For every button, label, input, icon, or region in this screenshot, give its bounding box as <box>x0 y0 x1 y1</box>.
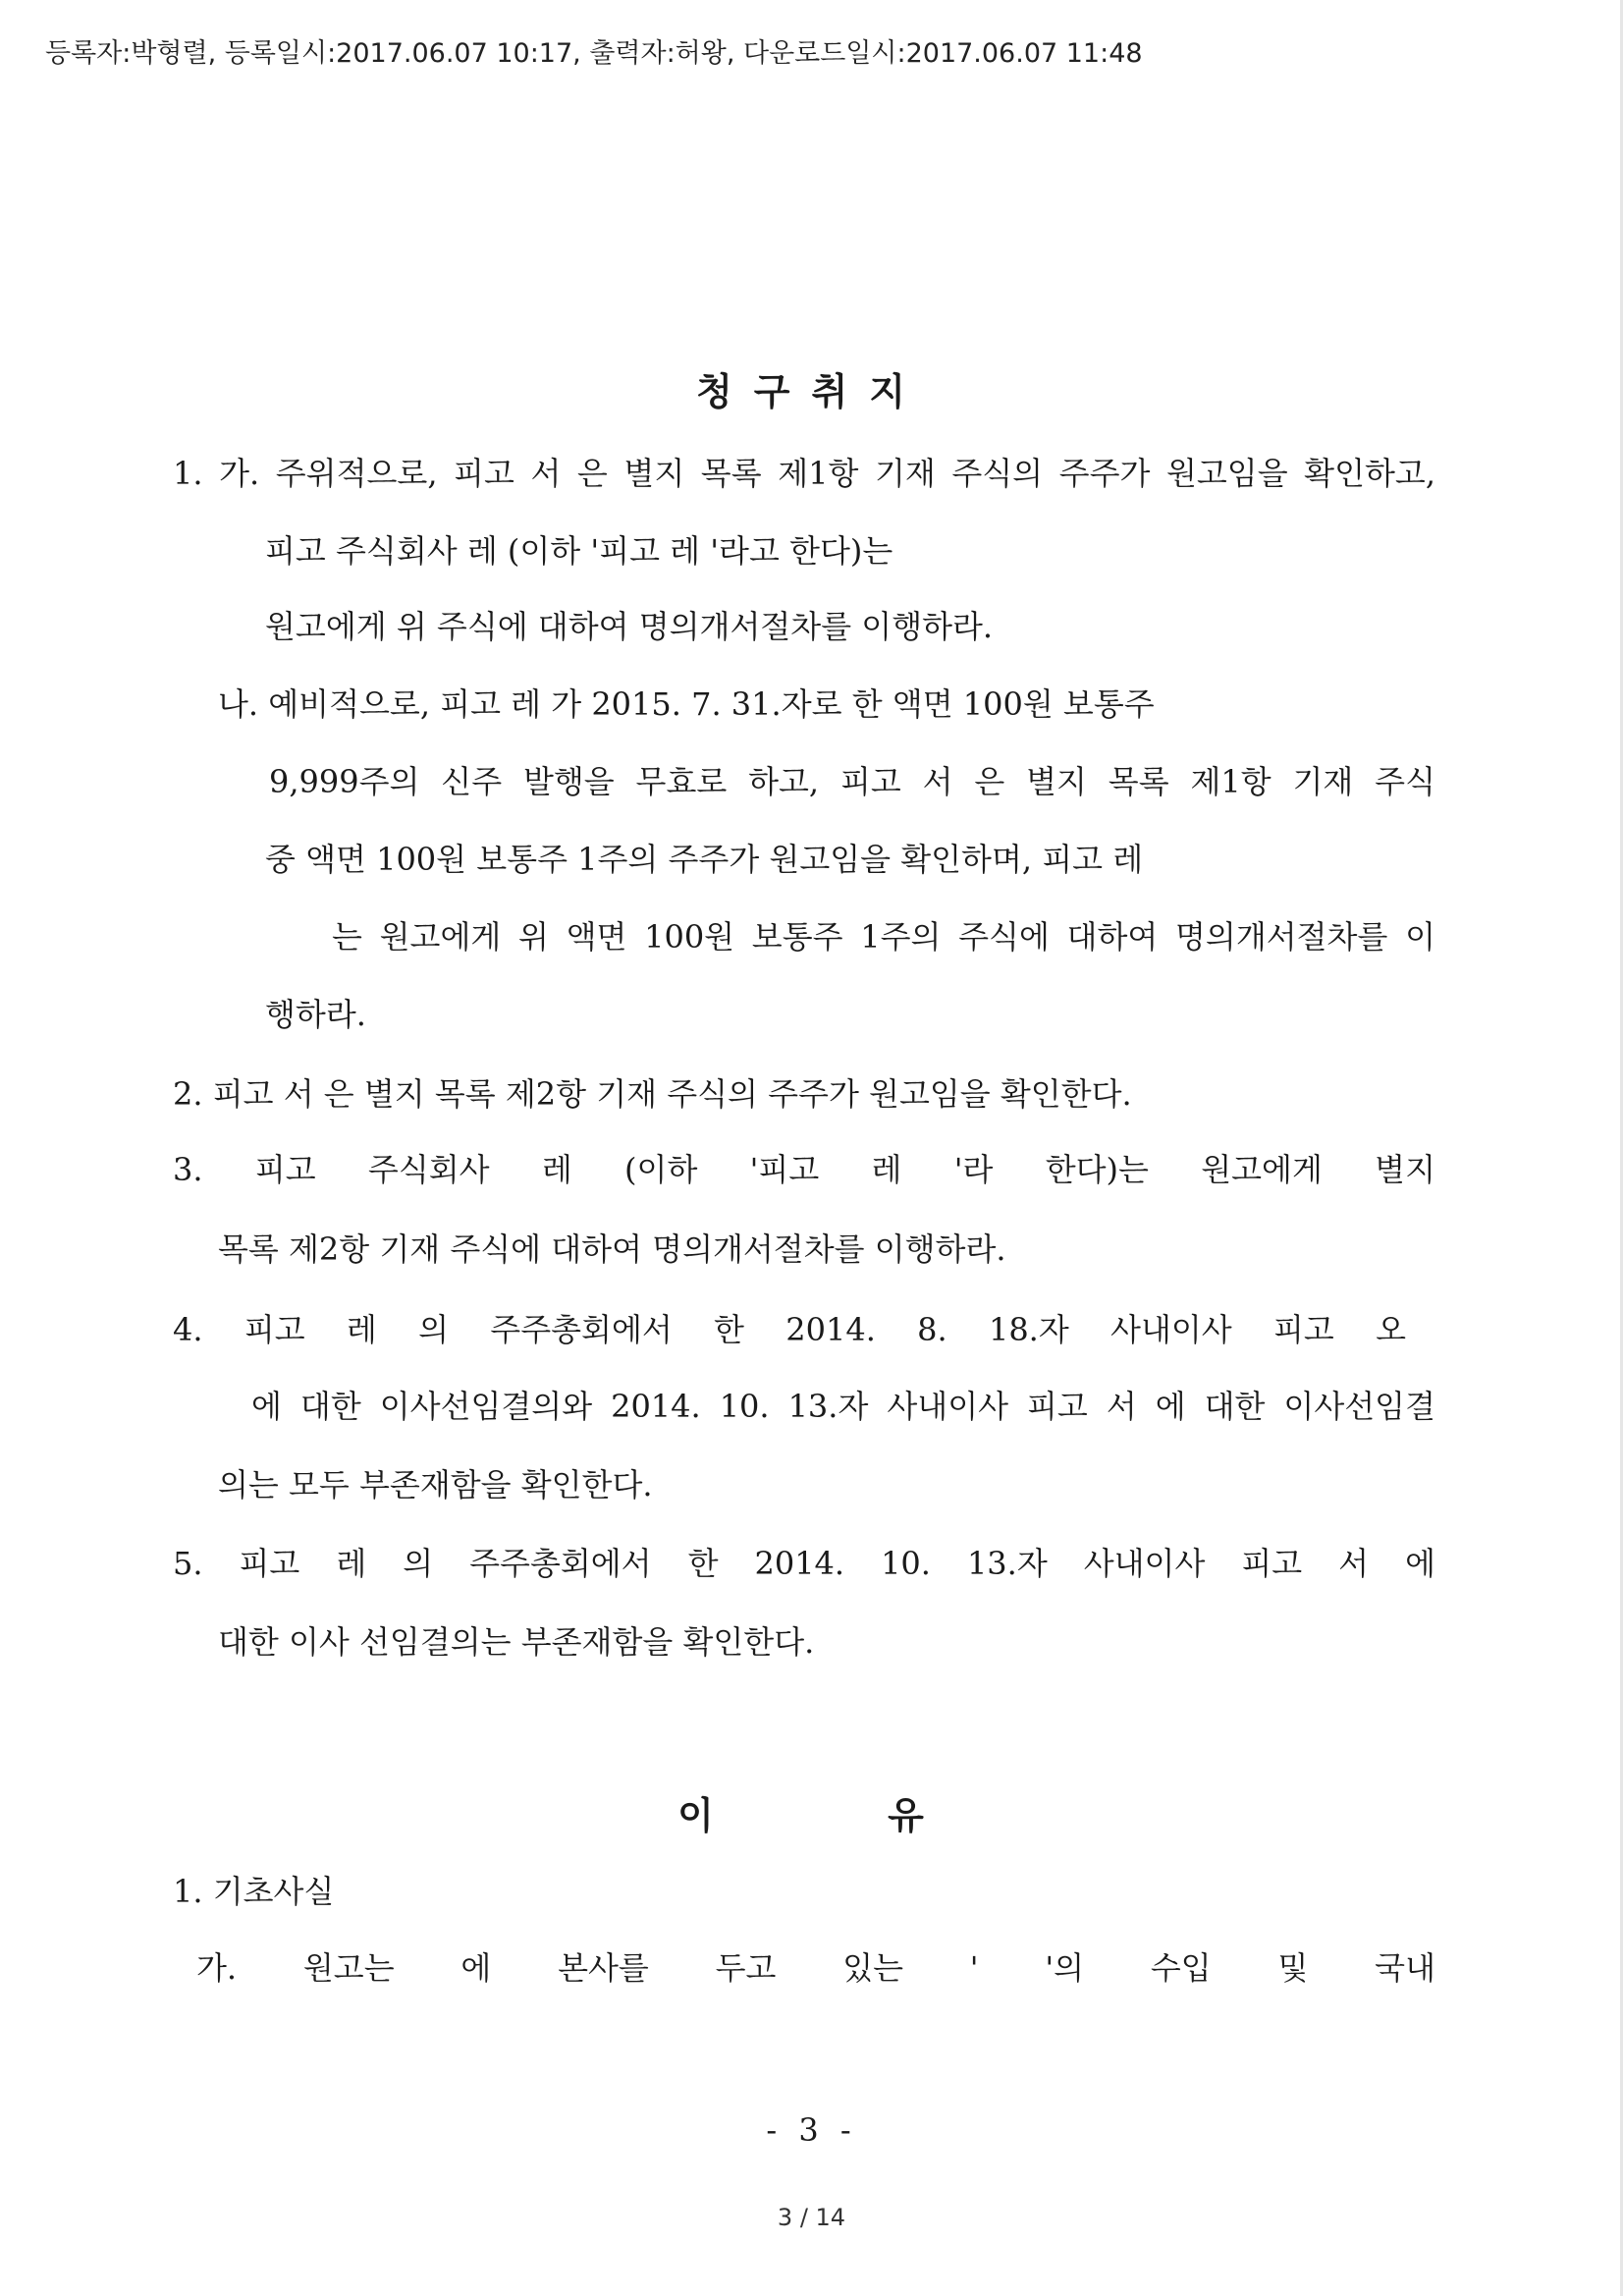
claim-line-4: 나. 예비적으로, 피고 레 가 2015. 7. 31.자로 한 액면 100원 보통주 <box>218 685 1155 723</box>
reason-line-1: 가. 원고는 에 본사를 두고 있는 ' '의 수입 및 국내 <box>196 1949 1435 1987</box>
claim-line-16: 대한 이사 선임결의는 부존재함을 확인한다. <box>218 1623 815 1661</box>
page-count: 3 / 14 <box>777 2204 846 2231</box>
claim-line-14: 의는 모두 부존재함을 확인한다. <box>218 1466 653 1503</box>
reason-heading-1: 1. 기초사실 <box>173 1873 335 1910</box>
claim-line-10: 3. 피고 주식회사 레 (이하 '피고 레 '라 한다)는 원고에게 별지 <box>173 1151 1435 1188</box>
claim-line-13: 에 대한 이사선임결의와 2014. 10. 13.자 사내이사 피고 서 에 대한 이사선임결 <box>251 1388 1435 1425</box>
claim-line-15: 5. 피고 레 의 주주총회에서 한 2014. 10. 13.자 사내이사 피고 서 에 <box>173 1545 1435 1582</box>
registration-header: 등록자:박형렬, 등록일시:2017.06.07 10:17, 출력자:허왕, 다운로드일시:2017.06.07 11:48 <box>45 38 1143 69</box>
claim-line-12: 4. 피고 레 의 주주총회에서 한 2014. 8. 18.자 사내이사 피고 오 <box>173 1311 1406 1348</box>
claim-line-1: 1. 가. 주위적으로, 피고 서 은 별지 목록 제1항 기재 주식의 주주가 원고임을 확인하고, <box>173 455 1435 492</box>
claim-line-5: 9,999주의 신주 발행을 무효로 하고, 피고 서 은 별지 목록 제1항 기재 주식 <box>269 763 1435 800</box>
claim-line-11: 목록 제2항 기재 주식에 대하여 명의개서절차를 이행하라. <box>218 1230 1006 1268</box>
reason-section-title: 이 유 <box>677 1793 946 1837</box>
claim-line-7: 는 원고에게 위 액면 100원 보통주 1주의 주식에 대하여 명의개서절차를 이 <box>332 918 1435 956</box>
claim-line-8: 행하라. <box>265 996 366 1033</box>
claim-line-6: 중 액면 100원 보통주 1주의 주주가 원고임을 확인하며, 피고 레 <box>265 841 1144 878</box>
claim-line-9: 2. 피고 서 은 별지 목록 제2항 기재 주식의 주주가 원고임을 확인한다. <box>173 1075 1132 1113</box>
claim-line-3: 원고에게 위 주식에 대하여 명의개서절차를 이행하라. <box>265 608 994 645</box>
claim-section-title: 청구취지 <box>696 369 927 413</box>
page-number: - 3 - <box>766 2111 857 2149</box>
claim-line-2: 피고 주식회사 레 (이하 '피고 레 '라고 한다)는 <box>265 532 893 570</box>
